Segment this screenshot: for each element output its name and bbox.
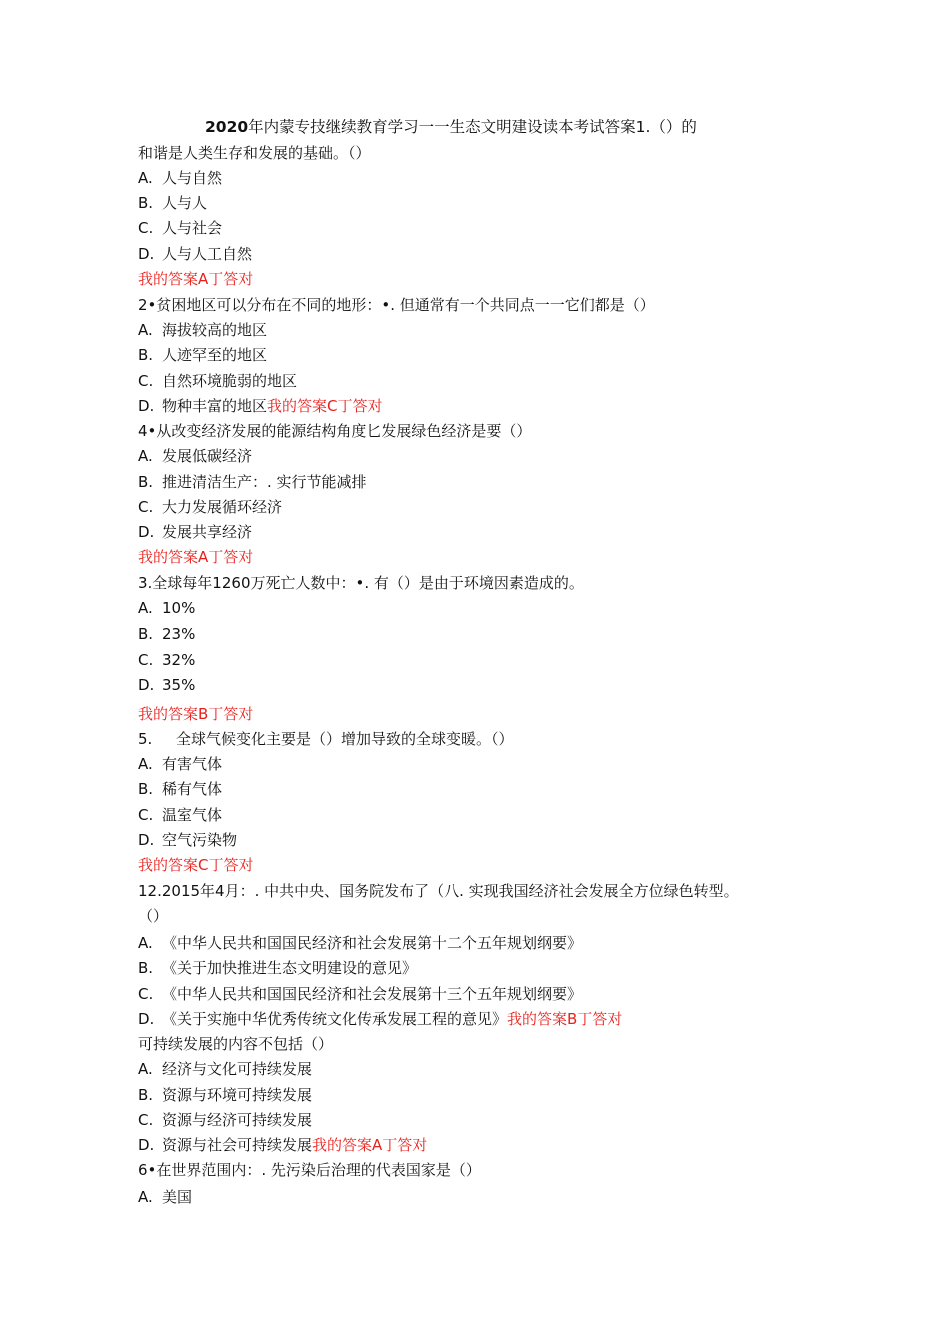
question-12-text: 12.2015年4月：. 中共中央、国务院发布了（八. 实现我国经济社会发展全方位绿色转型。: [138, 882, 739, 900]
option-text: 32%: [162, 651, 196, 669]
q5-option-b: [138, 779, 222, 799]
option-text: 温室气体: [162, 806, 223, 824]
q2-answer: 我的答案C丁答对: [267, 397, 383, 415]
option-text: 资源与社会可持续发展: [162, 1136, 313, 1154]
option-text: 《中华人民共和国国民经济和社会发展第十二个五年规划纲要》: [162, 934, 583, 952]
option-text: 空气污染物: [162, 831, 238, 849]
title-year: 2020: [205, 118, 249, 136]
option-letter: B.: [138, 625, 154, 643]
q4-option-c: [138, 497, 282, 517]
q12-option-d: [138, 1009, 622, 1029]
q5-answer: 我的答案C丁答对: [138, 856, 254, 874]
option-letter: A.: [138, 321, 153, 339]
option-letter: A.: [138, 1188, 153, 1206]
q12-option-c: [138, 984, 582, 1004]
option-text: 经济与文化可持续发展: [162, 1060, 313, 1078]
question-4-text: 4•从改变经济发展的能源结构角度匕发展绿色经济是要（）: [138, 422, 532, 440]
option-letter: A.: [138, 599, 153, 617]
q12-option-b: [138, 958, 417, 978]
option-letter: A.: [138, 169, 153, 187]
option-text: 海拔较高的地区: [162, 321, 268, 339]
question-12-cont: （）: [138, 907, 169, 925]
q5-option-a: [138, 754, 222, 774]
option-text: 自然环境脆弱的地区: [162, 372, 298, 390]
question-1-text: 和谐是人类生存和发展的基础。（）: [138, 144, 371, 162]
q2-option-c: [138, 371, 297, 391]
option-text: 人与自然: [162, 169, 223, 187]
option-letter: D.: [138, 831, 155, 849]
q3-option-c: [138, 650, 195, 670]
q4-option-b: [138, 472, 367, 492]
q4-option-d: [138, 522, 252, 542]
q1-option-d: [138, 244, 252, 264]
option-letter: C.: [138, 1111, 154, 1129]
qs-option-a: [138, 1059, 312, 1079]
option-text: 人与人: [162, 194, 208, 212]
option-letter: D.: [138, 1136, 155, 1154]
q3-option-a: [138, 598, 195, 618]
option-letter: D.: [138, 676, 155, 694]
option-text: 35%: [162, 676, 196, 694]
option-letter: D.: [138, 523, 155, 541]
q5-option-d: [138, 830, 237, 850]
option-letter: A.: [138, 755, 153, 773]
q1-option-c: [138, 218, 222, 238]
q3-answer: 我的答案B丁答对: [138, 705, 254, 723]
question-6-text: 6•在世界范围内：. 先污染后治理的代表国家是（）: [138, 1161, 481, 1179]
option-letter: B.: [138, 346, 154, 364]
qs-option-d: [138, 1135, 427, 1155]
option-letter: A.: [138, 447, 153, 465]
q1-option-a: [138, 168, 222, 188]
q6-option-a: [138, 1187, 192, 1207]
qs-option-c: [138, 1110, 312, 1130]
option-letter: B.: [138, 194, 154, 212]
option-letter: B.: [138, 473, 154, 491]
option-text: 大力发展循环经济: [162, 498, 283, 516]
option-text: 物种丰富的地区: [162, 397, 268, 415]
option-letter: D.: [138, 397, 155, 415]
option-text: 人与人工自然: [162, 245, 253, 263]
q1-option-b: [138, 193, 207, 213]
document-title: [205, 117, 697, 137]
option-letter: B.: [138, 1086, 154, 1104]
option-letter: A.: [138, 934, 153, 952]
q2-option-b: [138, 345, 267, 365]
option-text: 有害气体: [162, 755, 223, 773]
option-letter: C.: [138, 372, 154, 390]
question-2-text: 2•贫困地区可以分布在不同的地形：•. 但通常有一个共同点一一它们都是（）: [138, 296, 655, 314]
option-letter: C.: [138, 806, 154, 824]
option-text: 美国: [162, 1188, 193, 1206]
q3-option-b: [138, 624, 195, 644]
question-3-text: 3.全球每年1260万死亡人数中：•. 有（）是由于环境因素造成的。: [138, 574, 584, 592]
option-letter: C.: [138, 985, 154, 1003]
option-letter: C.: [138, 651, 154, 669]
q12-option-a: [138, 933, 582, 953]
question-number: 5.: [138, 730, 153, 748]
option-text: 资源与环境可持续发展: [162, 1086, 313, 1104]
q4-option-a: [138, 446, 252, 466]
option-letter: C.: [138, 219, 154, 237]
q5-option-c: [138, 805, 222, 825]
q1-answer: 我的答案A丁答对: [138, 270, 254, 288]
qs-option-b: [138, 1085, 312, 1105]
option-text: 23%: [162, 625, 196, 643]
qs-answer: 我的答案A丁答对: [312, 1136, 428, 1154]
title-text: 年内蒙专技继续教育学习一一生态文明建设读本考试答案1.（）的: [248, 118, 697, 136]
q12-answer: 我的答案B丁答对: [507, 1010, 623, 1028]
option-text: 10%: [162, 599, 196, 617]
option-letter: B.: [138, 780, 154, 798]
question-body: 全球气候变化主要是（）增加导致的全球变暖。（）: [176, 730, 514, 748]
option-text: 资源与经济可持续发展: [162, 1111, 313, 1129]
option-letter: D.: [138, 1010, 155, 1028]
option-text: 《中华人民共和国国民经济和社会发展第十三个五年规划纲要》: [162, 985, 583, 1003]
option-text: 推进清洁生产：. 实行节能减排: [162, 473, 367, 491]
option-text: 稀有气体: [162, 780, 223, 798]
option-letter: D.: [138, 245, 155, 263]
option-letter: B.: [138, 959, 154, 977]
option-text: 人与社会: [162, 219, 223, 237]
option-text: 发展低碳经济: [162, 447, 253, 465]
option-letter: C.: [138, 498, 154, 516]
q2-option-d: [138, 396, 383, 416]
question-sustain-text: 可持续发展的内容不包括（）: [138, 1035, 334, 1053]
option-text: 发展共享经济: [162, 523, 253, 541]
q2-option-a: [138, 320, 267, 340]
q4-answer: 我的答案A丁答对: [138, 548, 254, 566]
q3-option-d: [138, 675, 195, 695]
option-text: 人迹罕至的地区: [162, 346, 268, 364]
question-5-text: [138, 729, 514, 749]
option-text: 《关于实施中华优秀传统文化传承发展工程的意见》: [162, 1010, 508, 1028]
option-text: 《关于加快推进生态文明建设的意见》: [162, 959, 418, 977]
option-letter: A.: [138, 1060, 153, 1078]
